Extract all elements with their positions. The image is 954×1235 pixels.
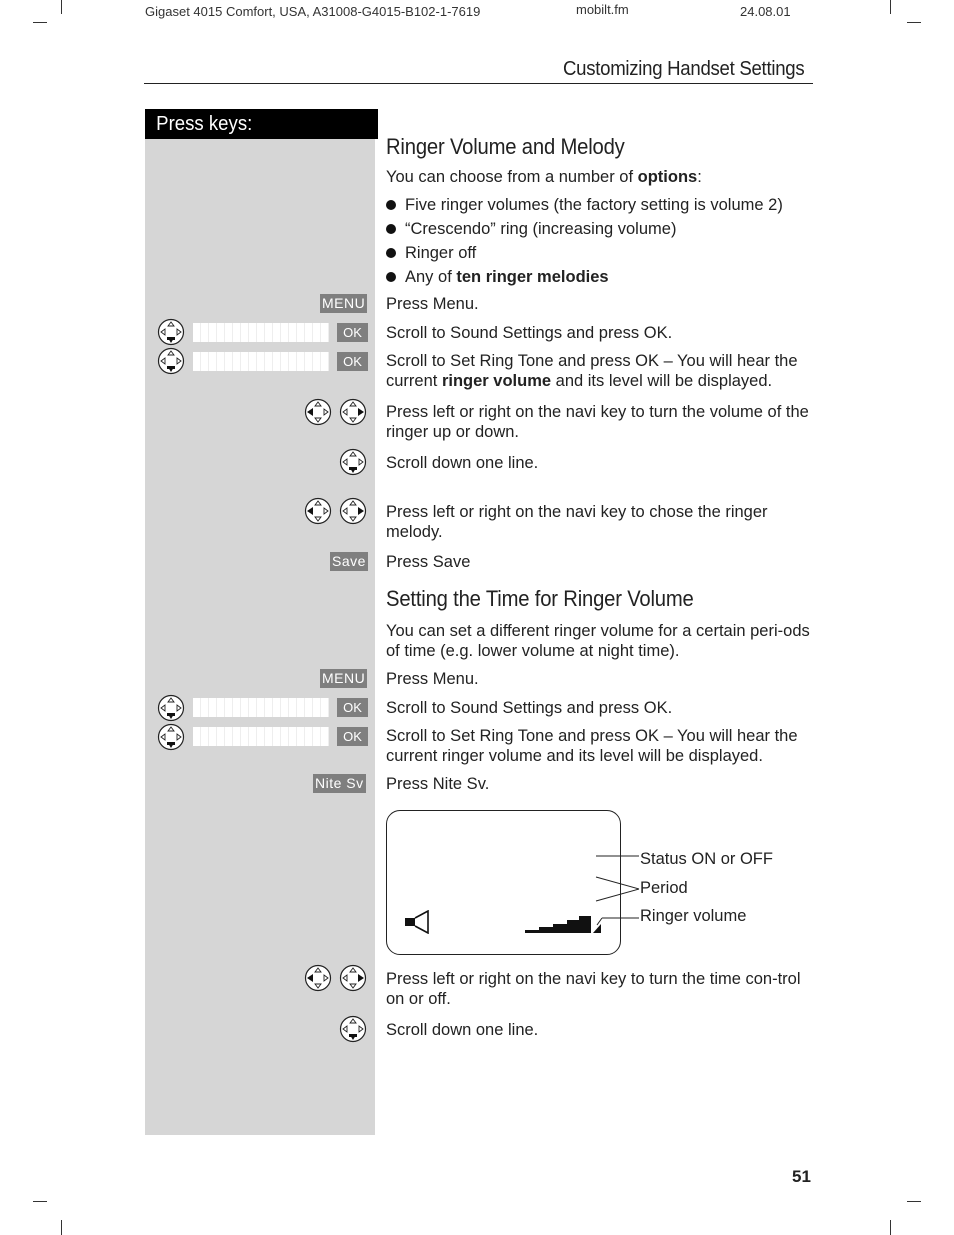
handset-display (386, 810, 621, 955)
intro-colon: : (697, 168, 702, 186)
crop-mark (907, 1201, 921, 1202)
step-text: Press left or right on the navi key to turn the volume of the ringer up or down. (386, 403, 809, 441)
display-field (193, 698, 329, 717)
navi-key-down-icon[interactable] (157, 347, 185, 375)
navi-key-left-icon[interactable] (304, 497, 332, 525)
step-text: Press Nite Sv. (386, 775, 490, 793)
navi-key-right-icon[interactable] (339, 398, 367, 426)
bullet-text: Five ringer volumes (the factory setting is volume 2) (405, 196, 783, 214)
step-text: Scroll to Sound Settings and press OK. (386, 699, 673, 717)
crop-mark (61, 1220, 62, 1235)
callout-ringer-volume: Ringer volume (640, 907, 747, 925)
header-rule (144, 83, 813, 84)
volume-bars-icon (523, 914, 605, 934)
key-column-title: Press keys: (156, 113, 253, 135)
step-text (386, 351, 816, 391)
navi-key-down-icon[interactable] (339, 448, 367, 476)
step-text: Press Menu. (386, 670, 479, 688)
bullet-text: Ringer off (405, 244, 477, 262)
step-text: Press left or right on the navi key to chose the ringer melody. (386, 503, 768, 541)
display-field (193, 352, 329, 371)
bullet-bold: ten ringer melodies (456, 268, 609, 286)
navi-key-left-icon[interactable] (304, 398, 332, 426)
doc-date: 24.08.01 (740, 4, 791, 19)
bullet-icon (386, 224, 396, 234)
crop-mark (61, 0, 62, 14)
callout-period: Period (640, 879, 688, 897)
navi-key-right-icon[interactable] (339, 964, 367, 992)
speaker-icon (404, 910, 434, 934)
section-title: Customizing Handset Settings (563, 58, 805, 80)
ringer-title: Ringer Volume and Melody (386, 134, 625, 159)
callout-status: Status ON or OFF (640, 850, 773, 868)
step-text-bold: ringer volume (441, 372, 552, 390)
crop-mark (890, 0, 891, 14)
crop-mark (890, 1220, 891, 1235)
intro-bold: options (637, 168, 698, 186)
bullet-text: Any of (405, 268, 457, 286)
page-number: 51 (792, 1167, 811, 1186)
list-item (386, 195, 783, 215)
ok-key[interactable]: OK (337, 323, 368, 342)
step-text: Scroll down one line. (386, 1021, 539, 1039)
bullet-text: “Crescendo” ring (increasing volume) (405, 220, 677, 238)
menu-key[interactable]: MENU (322, 295, 366, 311)
crop-mark (907, 22, 921, 23)
step-text-part: and its level will be displayed. (551, 372, 773, 390)
step-text: Press Save (386, 553, 471, 571)
intro-text: You can choose from a number of (386, 168, 638, 186)
step-text: Scroll down one line. (386, 454, 539, 472)
callout-lines (594, 850, 644, 930)
step-text: Scroll to Set Ring Tone and press OK – You will hear the current ringer volume and its level will be displayed. (386, 727, 798, 765)
step-text: Press Menu. (386, 295, 479, 313)
save-key[interactable]: Save (332, 553, 366, 569)
navi-key-down-icon[interactable] (339, 1015, 367, 1043)
navi-key-down-icon[interactable] (157, 694, 185, 722)
doc-id: Gigaset 4015 Comfort, USA, A31008-G4015-B102-1-7619 (145, 4, 481, 19)
file-name: mobilt.fm (576, 2, 629, 17)
menu-key[interactable]: MENU (322, 670, 366, 686)
display-field (193, 727, 329, 746)
ok-key[interactable]: OK (337, 727, 368, 746)
key-column-header (145, 109, 378, 139)
nite-sv-key[interactable]: Nite Sv (315, 775, 364, 791)
crop-mark (33, 22, 47, 23)
crop-mark (33, 1201, 47, 1202)
display-field (193, 323, 329, 342)
step-text: Press left or right on the navi key to turn the time con-trol on or off. (386, 970, 801, 1008)
step-text-part: Scroll to Set Ring Tone and press OK – You will hear the current (386, 352, 798, 390)
step-text: Scroll to Sound Settings and press OK. (386, 324, 673, 342)
navi-key-down-icon[interactable] (157, 723, 185, 751)
navi-key-right-icon[interactable] (339, 497, 367, 525)
time-intro: You can set a different ringer volume for a certain peri-ods of time (e.g. lower volume at night time). (386, 622, 810, 660)
bullet-icon (386, 272, 396, 282)
navi-key-left-icon[interactable] (304, 964, 332, 992)
list-item (386, 243, 476, 263)
navi-key-down-icon[interactable] (157, 318, 185, 346)
list-item (386, 267, 609, 287)
time-title: Setting the Time for Ringer Volume (386, 586, 694, 611)
ringer-intro (386, 167, 816, 187)
ok-key[interactable]: OK (337, 352, 368, 371)
bullet-icon (386, 248, 396, 258)
ok-key[interactable]: OK (337, 698, 368, 717)
bullet-icon (386, 200, 396, 210)
list-item (386, 219, 676, 239)
